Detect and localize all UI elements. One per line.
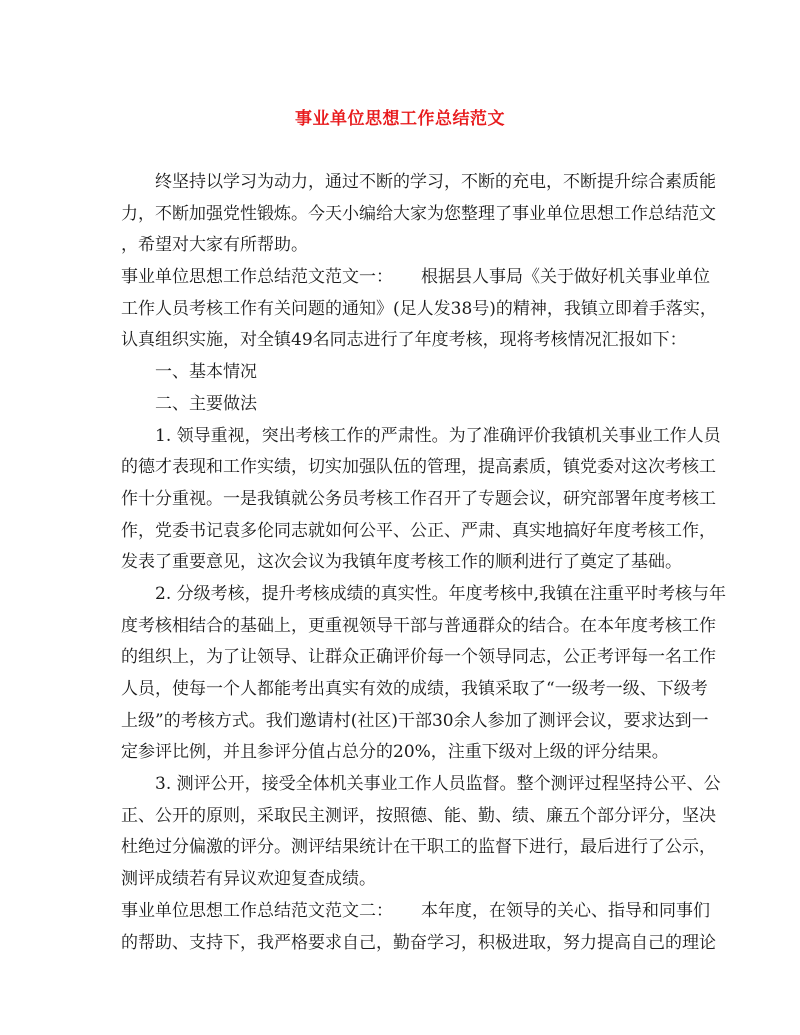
text-line: [121, 389, 681, 421]
text-line-content: 正、公开的原则，采取民主测评，按照德、能、勤、绩、廉五个部分评分，坚决: [121, 805, 716, 826]
text-line-content: ，希望对大家有所帮助。: [121, 235, 308, 256]
text-line-content: 上级”的考核方式。我们邀请村(社区)干部30余人参加了测评会议，要求达到一: [121, 710, 709, 731]
text-line: [121, 230, 681, 262]
text-line-content: 二、主要做法: [155, 393, 257, 414]
text-line-content: 事业单位思想工作总结范文范文一：: [121, 267, 393, 288]
text-line-content: 力，不断加强党性锻炼。今天小编给大家为您整理了事业单位思想工作总结范文: [121, 203, 716, 224]
text-line: [121, 325, 687, 357]
text-line-content: 3. 测评公开，接受全体机关事业工作人员监督。整个测评过程坚持公平、公: [155, 774, 721, 795]
text-line: [121, 547, 681, 579]
text-line: [121, 642, 716, 674]
text-line-content: 作十分重视。一是我镇就公务员考核工作召开了专题会议，研究部署年度考核工: [121, 488, 716, 509]
text-line-content: 度考核相结合的基础上，更重视领导干部与普通群众的结合。在本年度考核工作: [121, 615, 716, 636]
text-line-content: 终坚持以学习为动力，通过不断的学习，不断的充电，不断提升综合素质能: [155, 172, 716, 192]
text-line-content: 发表了重要意见，这次会议为我镇年度考核工作的顺利进行了奠定了基础。: [121, 552, 682, 573]
text-line: [121, 484, 716, 516]
text-line-content: 的组织上，为了让领导、让群众正确评价每一个领导同志，公正考评每一名工作: [121, 647, 716, 668]
text-line: [121, 611, 716, 643]
document-body: [121, 167, 727, 959]
text-line-content: 测评成绩若有异议欢迎复查成绩。: [121, 869, 376, 890]
text-line-content: 人员，使每一个人都能考出真实有效的成绩，我镇采取了“一级考一级、下级考: [121, 679, 708, 699]
text-line: [121, 357, 681, 389]
text-line-content: 2. 分级考核，提升考核成绩的真实性。年度考核中,我镇在注重平时考核与年: [155, 583, 727, 604]
text-line: [121, 579, 727, 611]
text-line: [121, 199, 716, 231]
text-line: [121, 928, 716, 960]
text-line-content: 事业单位思想工作总结范文范文二：: [121, 900, 393, 921]
text-line: [121, 674, 708, 706]
text-line: [121, 832, 716, 864]
text-line: [121, 262, 710, 294]
text-line-content: 定参评比例，并且参评分值占总分的20%，注重下级对上级的评分结果。: [121, 742, 669, 763]
text-line: [121, 294, 717, 326]
text-line-continuation: 根据县人事局《关于做好机关事业单位: [421, 267, 710, 288]
text-line: [121, 769, 721, 801]
text-line: [121, 421, 721, 453]
text-line: [121, 896, 710, 928]
text-line: [121, 452, 716, 484]
text-line: [121, 864, 681, 896]
text-line: [121, 516, 716, 548]
text-line-content: 一、基本情况: [155, 362, 257, 383]
text-line-content: 认真组织实施，对全镇49名同志进行了年度考核，现将考核情况汇报如下：: [121, 330, 687, 351]
text-line: [121, 167, 716, 199]
document-title: 事业单位思想工作总结范文: [295, 109, 505, 129]
text-line-content: 的帮助、支持下，我严格要求自己，勤奋学习，积极进取，努力提高自己的理论: [121, 932, 716, 953]
text-line-content: 1. 领导重视，突出考核工作的严肃性。为了准确评价我镇机关事业工作人员: [155, 425, 721, 446]
text-line: [121, 706, 709, 738]
text-line-continuation: 本年度，在领导的关心、指导和同事们: [421, 900, 710, 921]
text-line-content: 杜绝过分偏激的评分。测评结果统计在干职工的监督下进行，最后进行了公示，: [121, 837, 716, 858]
text-line-content: 工作人员考核工作有关问题的通知》(足人发38号)的精神，我镇立即着手落实，: [121, 298, 717, 319]
text-line-content: 的德才表现和工作实绩，切实加强队伍的管理，提高素质，镇党委对这次考核工: [121, 457, 716, 478]
text-line: [121, 801, 716, 833]
text-line: [121, 737, 681, 769]
text-line-content: 作，党委书记袁多伦同志就如何公平、公正、严肃、真实地搞好年度考核工作，: [121, 520, 716, 541]
